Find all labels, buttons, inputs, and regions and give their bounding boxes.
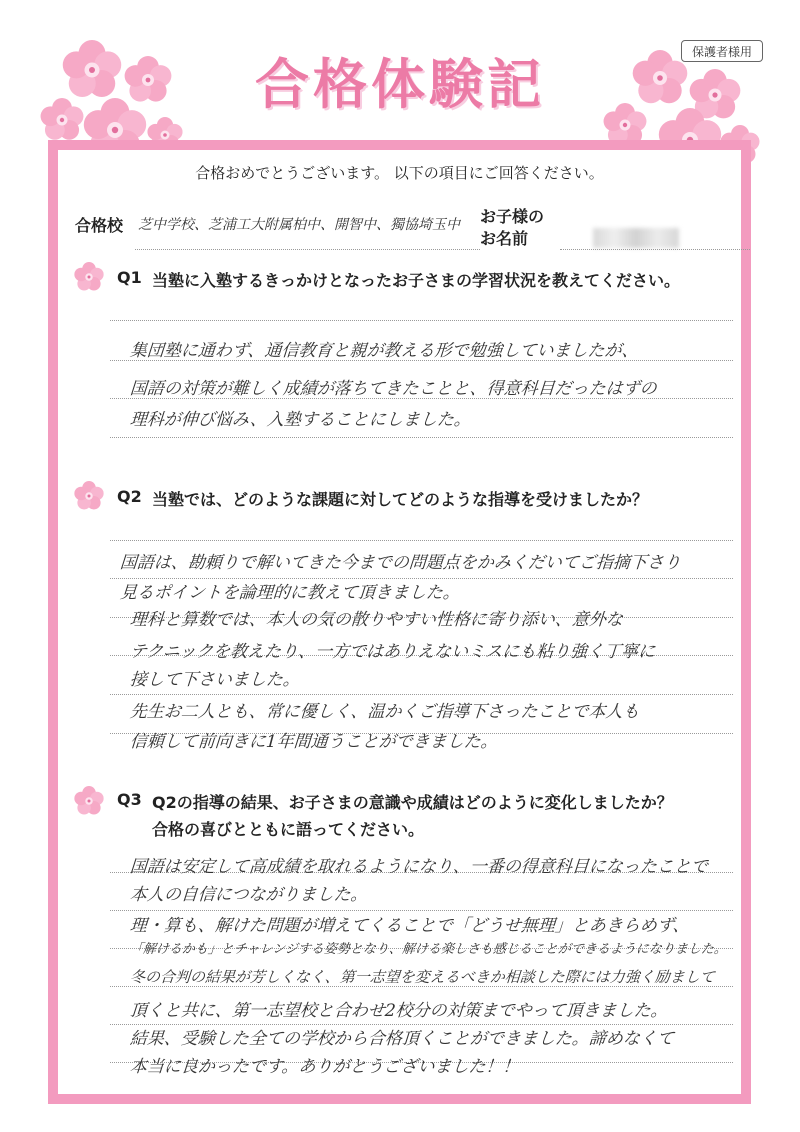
- q1-heading: [72, 268, 742, 292]
- q2-answer-line: 国語は、勘頼りで解いてきた今までの問題点をかみくだいてご指摘下さり: [119, 553, 682, 573]
- q2-answer-line: 接して下さいました。: [129, 670, 301, 690]
- q3-heading: [72, 790, 742, 814]
- q3-answer-line: 頂くと共に、第一志望校と合わせ2校分の対策までやって頂きました。: [129, 1001, 669, 1021]
- guardian-tag: 保護者様用: [681, 40, 763, 62]
- q3-answer-line: 理・算も、解けた問題が増えてくることで「どうせ無理」とあきらめず、: [129, 916, 691, 936]
- q1-answer-line: 国語の対策が難しく成績が落ちてきたことと、得意科目だったはずの: [129, 379, 658, 399]
- q3-answer-line: 結果、受験した全ての学校から合格頂くことができました。諦めなくて: [129, 1029, 675, 1049]
- q2-answer-line: 見るポイントを論理的に教えて頂きました。: [119, 583, 461, 603]
- school-underline: [135, 249, 480, 250]
- q3-heading-line2: [72, 817, 742, 841]
- intro-text: 合格おめでとうございます。 以下の項目にご回答ください。: [195, 164, 604, 182]
- school-value: 芝中学校、芝浦工大附属柏中、開智中、獨協埼玉中: [138, 217, 460, 233]
- q1-line: [110, 437, 733, 438]
- page-title: 合格体験記: [255, 53, 545, 116]
- child-label-line2: お名前: [480, 229, 529, 248]
- q3-answer-line: 本人の自信につながりました。: [129, 885, 369, 905]
- q3-answer-line: 冬の合判の結果が芳しくなく、第一志望を変えるべきか相談した際には力強く励まして: [129, 968, 716, 986]
- q2-line: [110, 540, 733, 541]
- q1-number: Q1: [117, 268, 142, 287]
- q3-text: Q2の指導の結果、お子さまの意識や成績はどのように変化しましたか？: [152, 793, 673, 812]
- q1-text: 当塾に入塾するきっかけとなったお子さまの学習状況を教えてください。: [152, 271, 681, 290]
- q3-text-line2: 合格の喜びとともに語ってください。: [152, 820, 425, 839]
- q2-text: 当塾では、どのような課題に対してどのような指導を受けましたか？: [152, 490, 649, 509]
- q3-number: Q3: [117, 790, 142, 809]
- q1-answer-line: 理科が伸び悩み、入塾することにしました。: [129, 410, 472, 430]
- q2-answer-line: 信頼して前向きに1年間通うことができました。: [129, 732, 499, 752]
- q2-answer-line: テクニックを教えたり、一方ではありえないミスにも粘り強く丁寧に: [129, 642, 656, 662]
- q1-answer-line: 集団塾に通わず、通信教育と親が教える形で勉強していましたが、: [129, 341, 640, 361]
- name-redacted: [593, 228, 679, 248]
- q3-answer-line: 国語は安定して高成績を取れるようになり、一番の得意科目になったことで: [129, 857, 709, 877]
- q2-heading: [72, 487, 742, 511]
- q1-line: [110, 320, 733, 321]
- q2-answer-line: 先生お二人とも、常に優しく、温かくご指導下さったことで本人も: [129, 702, 641, 722]
- q2-line: [110, 694, 733, 695]
- q2-number: Q2: [117, 487, 142, 506]
- school-label: 合格校: [75, 216, 124, 235]
- q3-answer-line: 「解けるかも」とチャレンジする姿勢となり、解ける楽しさも感じることができるようになりました。: [129, 942, 728, 957]
- q2-answer-line: 理科と算数では、本人の気の散りやすい性格に寄り添い、意外な: [129, 610, 624, 630]
- name-underline: [560, 249, 750, 250]
- q3-answer-line: 本当に良かったです。ありがとうございました！！: [129, 1057, 521, 1077]
- child-label-line1: お子様の: [480, 207, 545, 226]
